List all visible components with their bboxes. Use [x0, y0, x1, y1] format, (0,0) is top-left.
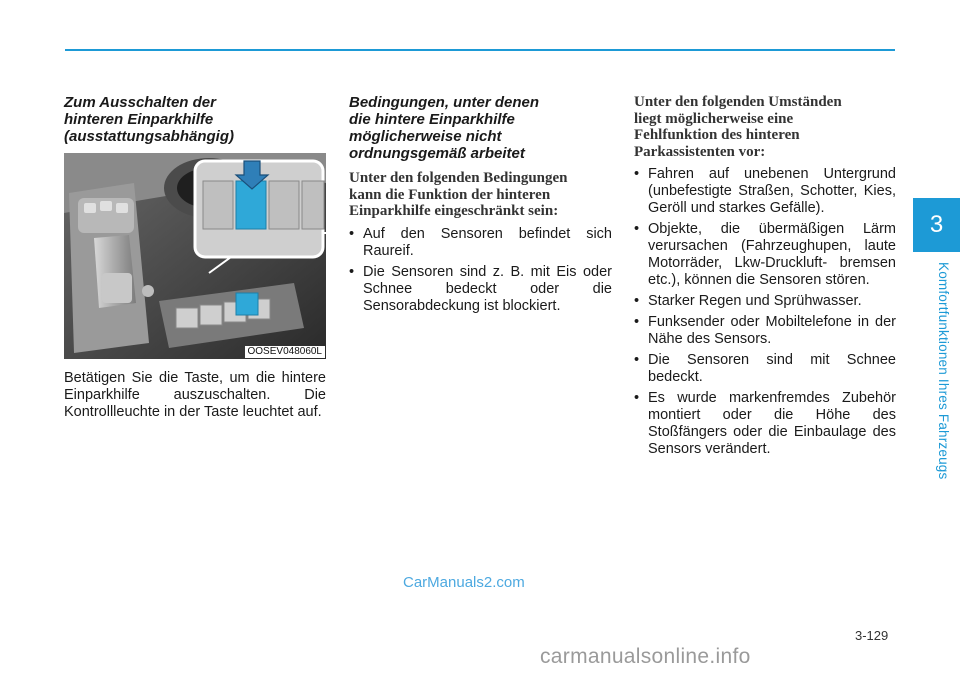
list-item: • Starker Regen und Sprühwasser. [634, 293, 896, 310]
watermark-bottom: carmanualsonline.info [540, 645, 751, 668]
list-item: • Die Sensoren sind z. B. mit Eis oder Schnee bedeckt oder die Sensorabdeckung ist blockiert. [349, 264, 612, 315]
figure-code: OOSEV048060L [245, 346, 326, 358]
column-3 [634, 94, 896, 462]
page-number: 3-129 [855, 628, 889, 643]
list-item: • Objekte, die übermäßigen Lärm verursachen (Fahrzeughupen, laute Motorräder, Lkw-Druckluft- bremsen etc.), können die Sensoren stören. [634, 221, 896, 289]
center-console-illustration [64, 153, 326, 359]
section-heading-switch-off: Zum Ausschalten der hinteren Einparkhilfe (ausstattungsabhängig) [64, 94, 235, 145]
switch-off-instructions: Betätigen Sie die Taste, um die hintere Einparkhilfe auszuschalten. Die Kontrollleuchte in der Taste leuchtet auf. [64, 370, 326, 420]
malfunction-list [634, 166, 896, 458]
watermark-link[interactable]: CarManuals2.com [403, 574, 525, 591]
chapter-title-vertical [936, 262, 956, 492]
column-1 [64, 94, 326, 421]
list-item: • Funksender oder Mobiltelefone in der Nähe des Sensors. [634, 314, 896, 348]
list-item: • Es wurde markenfremdes Zubehör montiert oder die Höhe des Stoßfängers oder die Einbaulage des Sensors verändert. [634, 390, 896, 458]
chapter-number-tab [913, 198, 960, 252]
list-item: • Fahren auf unebenen Untergrund (unbefestigte Straßen, Schotter, Kies, Geröll und starkes Gefälle). [634, 166, 896, 217]
column-2 [349, 94, 612, 319]
malfunction-subheading: Unter den folgenden Umständen liegt möglicherweise eine Fehlfunktion des hinteren Parkassistenten vor: [634, 94, 842, 160]
console-button-figure [64, 153, 326, 359]
conditions-list [349, 226, 612, 315]
header-rule [65, 49, 895, 51]
section-heading-conditions: Bedingungen, unter denen die hintere Einparkhilfe möglicherweise nicht ordnungsgemäß arbeitet [349, 94, 539, 162]
chapter-number: 3 [929, 211, 944, 238]
conditions-subheading: Unter den folgenden Bedingungen kann die Funktion der hinteren Einparkhilfe eingeschränkt sein: [349, 170, 568, 219]
list-item: • Die Sensoren sind mit Schnee bedeckt. [634, 352, 896, 386]
list-item: • Auf den Sensoren befindet sich Raureif. [349, 226, 612, 260]
chapter-title: Komfortfunktionen Ihres Fahrzeugs [936, 262, 951, 480]
